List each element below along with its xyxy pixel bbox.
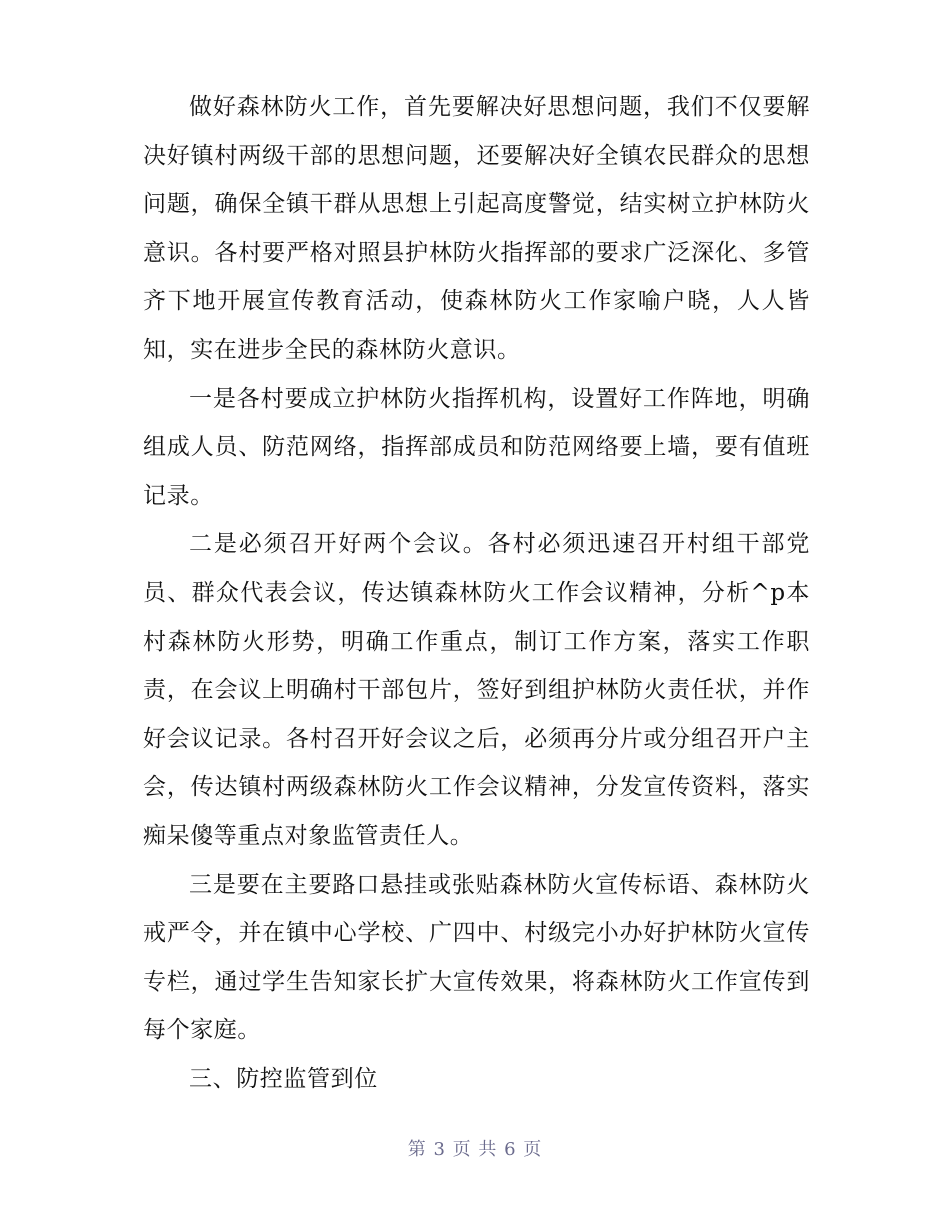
paragraph-two-meetings: 二是必须召开好两个会议。各村必须迅速召开村组干部党员、群众代表会议，传达镇森林防火工作会议精神，分析^p本村森林防火形势，明确工作重点，制订工作方案，落实工作职责，在会议上明确村干部包片，签好到组护林防火责任状，并作好会议记录。各村召开好会议之后，必须再分片或分组召开户主会，传达镇村两级森林防火工作会议精神，分发宣传资料，落实痴呆傻等重点对象监管责任人。 — [143, 531, 810, 849]
paragraph-publicity-intro: 做好森林防火工作，首先要解决好思想问题，我们不仅要解决好镇村两级干部的思想问题，还要解决好全镇农民群众的思想问题，确保全镇干群从思想上引起高度警觉，结实树立护林防火意识。各村要严格对照县护林防火指挥部的要求广泛深化、多管齐下地开展宣传教育活动，使森林防火工作家喻户晓，人人皆知，实在进步全民的森林防火意识。 — [143, 94, 810, 363]
paragraph-slogans-campaign: 三是要在主要路口悬挂或张贴森林防火宣传标语、森林防火戒严令，并在镇中心学校、广四中、村级完小办好护林防火宣传专栏，通过学生告知家长扩大宣传效果，将森林防火工作宣传到每个家庭。 — [143, 871, 810, 1044]
section-heading-prevention-control: 三、防控监管到位 — [189, 1065, 378, 1092]
paragraph-command-structure: 一是各村要成立护林防火指挥机构，设置好工作阵地，明确组成人员、防范网络，指挥部成员和防范网络要上墙，要有值班记录。 — [143, 385, 810, 509]
document-body — [143, 83, 810, 1103]
page-number-footer: 第 3 页 共 6 页 — [407, 1139, 543, 1160]
